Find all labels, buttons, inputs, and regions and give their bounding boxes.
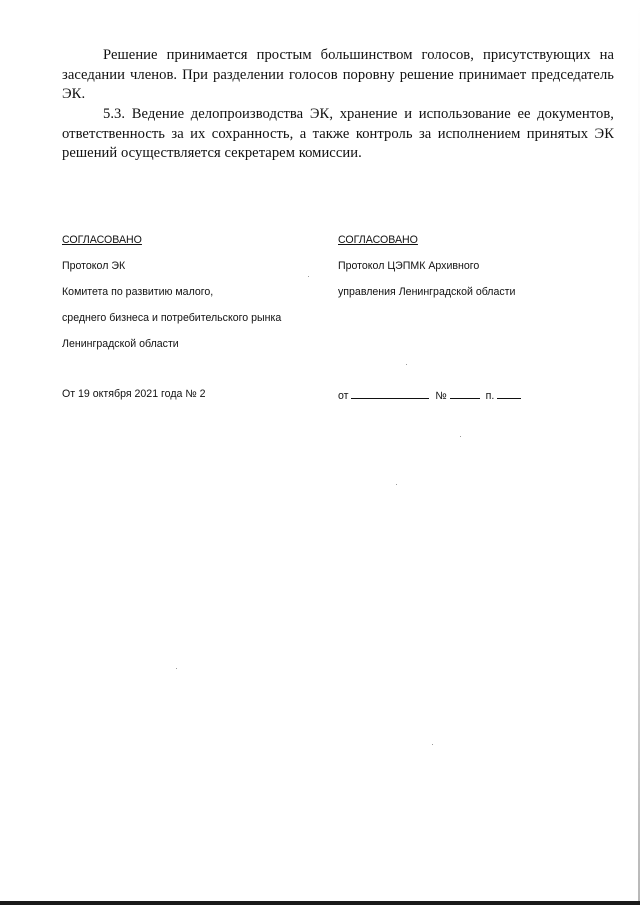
- right-protocol-date-form: [338, 388, 521, 403]
- left-committee-line-2: среднего бизнеса и потребительского рынка: [62, 312, 282, 324]
- scan-speck: [176, 668, 177, 669]
- paragraph-records-management: 5.3. Ведение делопроизводства ЭК, хранение и использование ее документов, ответственность за их сохранность, а также контроль за исполнением принятых ЭК решений осуществляется секретарем комиссии.: [62, 106, 614, 161]
- scan-speck: [432, 744, 433, 745]
- scan-speck: [308, 276, 309, 277]
- item-label: п.: [485, 390, 495, 402]
- scan-speck: [460, 436, 461, 437]
- left-protocol-line: Протокол ЭК: [62, 260, 126, 272]
- left-approval-heading: СОГЛАСОВАНО: [62, 234, 142, 246]
- right-department-line: управления Ленинградской области: [338, 286, 516, 298]
- right-approval-heading: СОГЛАСОВАНО: [338, 234, 418, 246]
- date-blank-field: [351, 388, 429, 399]
- date-prefix: от: [338, 390, 349, 402]
- left-region-line: Ленинградской области: [62, 338, 179, 350]
- number-blank-field: [450, 388, 480, 399]
- item-blank-field: [497, 388, 521, 399]
- left-protocol-date: От 19 октября 2021 года № 2: [62, 388, 206, 400]
- paragraph-voting-rules: Решение принимается простым большинством голосов, присутствующих на заседании членов. При разделении голосов поровну решение принимает председатель ЭК.: [62, 47, 614, 102]
- scan-speck: [406, 364, 407, 365]
- scan-bottom-edge: [0, 901, 640, 905]
- scan-speck: [396, 484, 397, 485]
- right-protocol-line: Протокол ЦЭПМК Архивного: [338, 260, 480, 272]
- number-label: №: [435, 390, 447, 402]
- left-committee-line: Комитета по развитию малого,: [62, 286, 214, 298]
